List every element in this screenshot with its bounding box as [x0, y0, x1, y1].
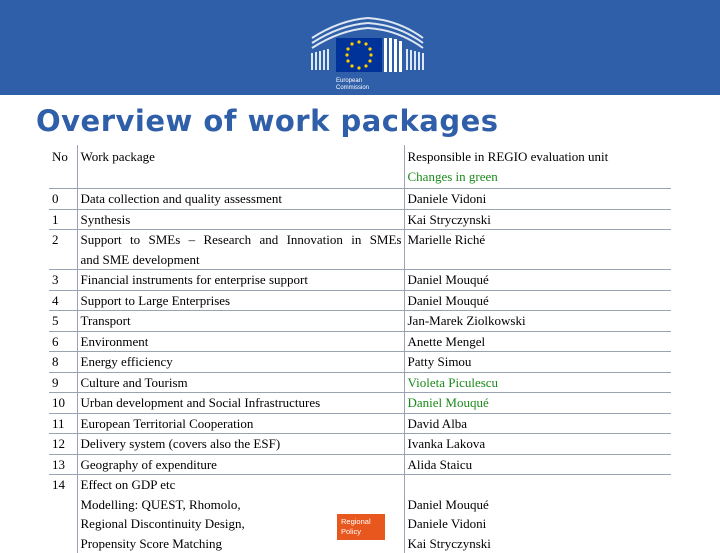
row-number: 5	[49, 311, 77, 332]
work-package-line: Modelling: QUEST, Rhomolo,	[81, 495, 402, 515]
work-packages-table-container	[49, 145, 671, 553]
table-row	[49, 352, 671, 373]
row-responsible	[404, 475, 671, 553]
row-responsible: Patty Simou	[404, 352, 671, 373]
header-changes-note: Changes in green	[408, 167, 670, 187]
table-row	[49, 230, 671, 270]
logo-text-line2: Commission	[336, 85, 369, 91]
logo-text-line1: European	[336, 78, 362, 84]
table-row	[49, 270, 671, 291]
row-number: 10	[49, 393, 77, 414]
row-work-package: Culture and Tourism	[77, 372, 404, 393]
row-responsible: Marielle Riché	[404, 230, 671, 270]
row-work-package: Transport	[77, 311, 404, 332]
header-banner	[0, 0, 720, 95]
work-package-line: Effect on GDP etc	[81, 475, 402, 495]
badge-line2: Policy	[341, 527, 385, 537]
header-responsible-label: Responsible in REGIO evaluation unit	[408, 147, 670, 167]
row-responsible: Anette Mengel	[404, 331, 671, 352]
table-row	[49, 454, 671, 475]
table-row	[49, 311, 671, 332]
table-row	[49, 413, 671, 434]
work-package-line: Support to SMEs – Research and Innovation in SMEs	[81, 230, 402, 250]
work-package-line: and SME development	[81, 250, 402, 270]
row-number: 11	[49, 413, 77, 434]
row-number: 3	[49, 270, 77, 291]
row-number: 13	[49, 454, 77, 475]
row-responsible: Daniele Vidoni	[404, 189, 671, 210]
table-header-row	[49, 145, 671, 189]
row-work-package: Environment	[77, 331, 404, 352]
table-row	[49, 189, 671, 210]
row-work-package: Financial instruments for enterprise support	[77, 270, 404, 291]
row-responsible: Daniel Mouqué	[404, 393, 671, 414]
row-number: 8	[49, 352, 77, 373]
row-number: 2	[49, 230, 77, 270]
row-number: 0	[49, 189, 77, 210]
european-commission-logo	[310, 10, 425, 95]
row-work-package: Energy efficiency	[77, 352, 404, 373]
row-responsible: Violeta Piculescu	[404, 372, 671, 393]
regional-policy-badge	[337, 514, 385, 540]
row-number: 12	[49, 434, 77, 455]
responsible-line	[408, 475, 670, 495]
table-row	[49, 209, 671, 230]
row-work-package: Data collection and quality assessment	[77, 189, 404, 210]
row-responsible: Kai Stryczynski	[404, 209, 671, 230]
responsible-line: Daniele Vidoni	[408, 514, 670, 534]
header-work-package: Work package	[77, 145, 404, 189]
row-number: 4	[49, 290, 77, 311]
row-responsible: Daniel Mouqué	[404, 290, 671, 311]
work-package-line: Propensity Score Matching	[81, 534, 402, 553]
row-responsible: David Alba	[404, 413, 671, 434]
responsible-line: Daniel Mouqué	[408, 495, 670, 515]
responsible-line: Kai Stryczynski	[408, 534, 670, 553]
row-responsible: Jan-Marek Ziolkowski	[404, 311, 671, 332]
row-work-package: Support to Large Enterprises	[77, 290, 404, 311]
work-packages-table	[49, 145, 671, 553]
row-work-package: Geography of expenditure	[77, 454, 404, 475]
badge-line1: Regional	[341, 517, 385, 527]
row-work-package: European Territorial Cooperation	[77, 413, 404, 434]
row-work-package: Delivery system (covers also the ESF)	[77, 434, 404, 455]
row-work-package: Synthesis	[77, 209, 404, 230]
table-row	[49, 290, 671, 311]
row-number: 6	[49, 331, 77, 352]
row-responsible: Ivanka Lakova	[404, 434, 671, 455]
header-responsible	[404, 145, 671, 189]
table-row	[49, 372, 671, 393]
row-responsible: Daniel Mouqué	[404, 270, 671, 291]
row-work-package	[77, 230, 404, 270]
row-responsible: Alida Staicu	[404, 454, 671, 475]
table-row	[49, 331, 671, 352]
page-title: Overview of work packages	[36, 104, 499, 138]
row-number: 9	[49, 372, 77, 393]
table-row	[49, 393, 671, 414]
work-package-line: Regional Discontinuity Design,	[81, 514, 402, 534]
banner-divider	[0, 95, 720, 99]
row-number: 14	[49, 475, 77, 553]
table-row	[49, 434, 671, 455]
row-work-package: Urban development and Social Infrastructures	[77, 393, 404, 414]
row-number: 1	[49, 209, 77, 230]
header-no: No	[49, 145, 77, 189]
